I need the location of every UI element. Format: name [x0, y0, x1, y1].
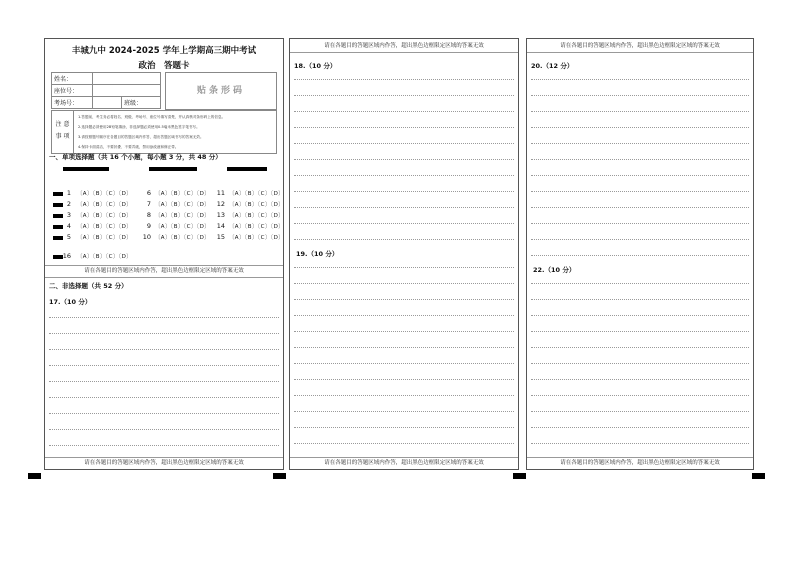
answer-line[interactable]: [294, 315, 514, 316]
answer-line[interactable]: [531, 79, 749, 80]
section1-title: 一、单项选择题（共 16 个小题，每小题 3 分，共 48 分）: [49, 153, 222, 161]
position-marker: [227, 167, 267, 171]
question-number: 7: [146, 200, 151, 208]
answer-line[interactable]: [294, 223, 514, 224]
answer-panel-right: [526, 38, 754, 470]
class-label: 班级：: [122, 97, 161, 109]
question-19-label: 19.（10 分）: [296, 250, 339, 258]
note-line: 2.选择题必须使用2B铅笔填涂，非选择题必须使用0.5毫米黑色签字笔书写。: [78, 125, 200, 129]
answer-line[interactable]: [531, 411, 749, 412]
question-number: 3: [66, 211, 71, 219]
question-number: 2: [66, 200, 71, 208]
answer-panel-left: [44, 38, 284, 470]
answer-options[interactable]: 〔A〕〔B〕〔C〕〔D〕: [155, 191, 210, 197]
question-17-label: 17.（10 分）: [49, 298, 92, 306]
answer-options[interactable]: 〔A〕〔B〕〔C〕〔D〕: [229, 213, 284, 219]
question-number: 15: [216, 233, 225, 241]
answer-line[interactable]: [531, 347, 749, 348]
question-number: 9: [146, 222, 151, 230]
room-label: 考场号：: [52, 97, 93, 109]
room-field[interactable]: [93, 97, 122, 109]
answer-area-notice: 请在各题目的答题区域内作答，超出黑色边框限定区域的答案无效: [290, 41, 518, 53]
answer-line[interactable]: [531, 443, 749, 444]
answer-line[interactable]: [531, 331, 749, 332]
answer-line[interactable]: [531, 175, 749, 176]
answer-line[interactable]: [531, 239, 749, 240]
exam-title: 丰城九中 2024-2025 学年上学期高三期中考试: [71, 46, 257, 56]
answer-line[interactable]: [49, 333, 279, 334]
answer-options[interactable]: 〔A〕〔B〕〔C〕〔D〕: [77, 202, 132, 208]
answer-panel-middle: [289, 38, 519, 470]
answer-line[interactable]: [49, 429, 279, 430]
answer-line[interactable]: [294, 363, 514, 364]
answer-options[interactable]: 〔A〕〔B〕〔C〕〔D〕: [77, 213, 132, 219]
position-marker: [63, 167, 109, 171]
answer-area-notice: 请在各题目的答题区域内作答，超出黑色边框限定区域的答案无效: [527, 457, 753, 469]
answer-options[interactable]: 〔A〕〔B〕〔C〕〔D〕: [229, 235, 284, 241]
answer-line[interactable]: [531, 207, 749, 208]
answer-line[interactable]: [294, 267, 514, 268]
answer-area-notice: 请在各题目的答题区域内作答，超出黑色边框限定区域的答案无效: [45, 265, 283, 278]
question-number: 13: [216, 211, 225, 219]
answer-line[interactable]: [49, 413, 279, 414]
barcode-area: 贴条形码: [165, 72, 277, 110]
registration-marker: [28, 473, 41, 479]
answer-line[interactable]: [294, 411, 514, 412]
answer-options[interactable]: 〔A〕〔B〕〔C〕〔D〕: [77, 191, 132, 197]
question-number: 4: [66, 222, 71, 230]
seat-label: 座位号：: [52, 85, 93, 97]
answer-options[interactable]: 〔A〕〔B〕〔C〕〔D〕: [229, 202, 284, 208]
answer-line[interactable]: [531, 143, 749, 144]
answer-line[interactable]: [294, 207, 514, 208]
answer-line[interactable]: [294, 79, 514, 80]
answer-line[interactable]: [294, 111, 514, 112]
answer-options[interactable]: 〔A〕〔B〕〔C〕〔D〕: [77, 235, 132, 241]
question-number: 1: [66, 189, 71, 197]
answer-line[interactable]: [531, 191, 749, 192]
question-22-label: 22.（10 分）: [533, 266, 576, 274]
registration-marker: [752, 473, 765, 479]
answer-options[interactable]: 〔A〕〔B〕〔C〕〔D〕: [155, 224, 210, 230]
subject-title: 政治 答题卡: [138, 61, 190, 71]
answer-line[interactable]: [531, 379, 749, 380]
answer-line[interactable]: [294, 175, 514, 176]
answer-line[interactable]: [531, 255, 749, 256]
question-number: 8: [146, 211, 151, 219]
answer-line[interactable]: [49, 381, 279, 382]
answer-line[interactable]: [294, 143, 514, 144]
question-number: 11: [216, 189, 225, 197]
question-18-label: 18.（10 分）: [294, 62, 337, 70]
answer-options[interactable]: 〔A〕〔B〕〔C〕〔D〕: [155, 202, 210, 208]
answer-line[interactable]: [294, 443, 514, 444]
answer-line[interactable]: [531, 363, 749, 364]
answer-line[interactable]: [531, 427, 749, 428]
position-marker: [149, 167, 197, 171]
answer-line[interactable]: [294, 283, 514, 284]
answer-line[interactable]: [531, 111, 749, 112]
answer-line[interactable]: [294, 95, 514, 96]
answer-line[interactable]: [531, 315, 749, 316]
answer-options[interactable]: 〔A〕〔B〕〔C〕〔D〕: [77, 254, 132, 260]
question-20-label: 20.（12 分）: [531, 62, 574, 70]
registration-marker: [513, 473, 526, 479]
registration-marker: [273, 473, 286, 479]
answer-line[interactable]: [531, 127, 749, 128]
answer-options[interactable]: 〔A〕〔B〕〔C〕〔D〕: [155, 213, 210, 219]
answer-line[interactable]: [531, 299, 749, 300]
answer-line[interactable]: [294, 331, 514, 332]
answer-line[interactable]: [49, 365, 279, 366]
answer-line[interactable]: [294, 299, 514, 300]
answer-line[interactable]: [294, 427, 514, 428]
question-number: 14: [216, 222, 225, 230]
question-number: 10: [142, 233, 151, 241]
question-number: 5: [66, 233, 71, 241]
answer-line[interactable]: [294, 127, 514, 128]
answer-line[interactable]: [294, 191, 514, 192]
question-number: 6: [146, 189, 151, 197]
notes-box: [51, 110, 277, 154]
answer-line[interactable]: [294, 159, 514, 160]
answer-options[interactable]: 〔A〕〔B〕〔C〕〔D〕: [229, 191, 284, 197]
answer-area-notice: 请在各题目的答题区域内作答，超出黑色边框限定区域的答案无效: [45, 457, 283, 469]
answer-line[interactable]: [49, 445, 279, 446]
answer-area-notice: 请在各题目的答题区域内作答，超出黑色边框限定区域的答案无效: [527, 41, 753, 53]
note-line: 3.请按照题号顺序在各题目的答题区域内作答，超出答题区域书写的答案无效。: [78, 135, 204, 139]
answer-line[interactable]: [49, 349, 279, 350]
answer-line[interactable]: [531, 223, 749, 224]
answer-line[interactable]: [294, 347, 514, 348]
seat-field[interactable]: [93, 85, 161, 97]
answer-line[interactable]: [294, 395, 514, 396]
answer-options[interactable]: 〔A〕〔B〕〔C〕〔D〕: [77, 224, 132, 230]
question-number: 12: [216, 200, 225, 208]
answer-line[interactable]: [294, 239, 514, 240]
note-line: 4.保持卡面清洁，不要折叠、不要弄破，禁用涂改液和修正带。: [78, 145, 179, 149]
question-number: 16: [62, 252, 71, 260]
answer-line[interactable]: [49, 397, 279, 398]
answer-options[interactable]: 〔A〕〔B〕〔C〕〔D〕: [229, 224, 284, 230]
name-label: 姓名：: [52, 73, 93, 85]
name-field[interactable]: [93, 73, 161, 85]
answer-line[interactable]: [531, 159, 749, 160]
answer-line[interactable]: [49, 317, 279, 318]
answer-options[interactable]: 〔A〕〔B〕〔C〕〔D〕: [155, 235, 210, 241]
answer-line[interactable]: [531, 95, 749, 96]
section2-title: 二、非选择题（共 52 分）: [49, 282, 128, 290]
answer-line[interactable]: [531, 395, 749, 396]
answer-line[interactable]: [531, 283, 749, 284]
note-line: 1.答题前，考生务必将姓名、班级、考场号、座位号填写清楚，并认真核对条形码上的信息。: [78, 115, 226, 119]
answer-line[interactable]: [294, 379, 514, 380]
student-info-table: [51, 72, 161, 109]
notes-label: 注 意 事 项: [52, 111, 74, 153]
answer-area-notice: 请在各题目的答题区域内作答，超出黑色边框限定区域的答案无效: [290, 457, 518, 469]
